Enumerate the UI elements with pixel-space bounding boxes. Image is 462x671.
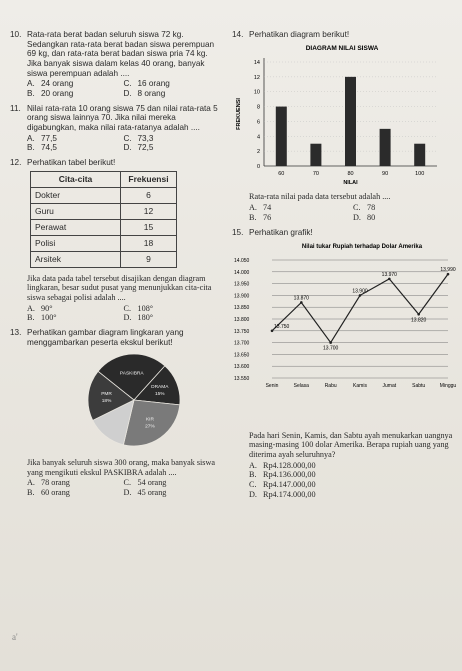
option-letter: B. xyxy=(249,470,257,480)
y-tick-label: 13.550 xyxy=(234,376,250,383)
option-letter: B. xyxy=(249,212,257,222)
x-tick-label: Rabu xyxy=(324,383,337,390)
option-text: 100° xyxy=(41,313,57,323)
option-c[interactable] xyxy=(124,134,221,144)
table-cell: 18 xyxy=(121,235,177,251)
question-14 xyxy=(232,30,457,222)
data-point xyxy=(329,341,332,344)
table-row xyxy=(31,251,177,267)
option-text: 60 orang xyxy=(41,488,70,498)
answer-options xyxy=(10,79,220,98)
y-tick-label: 2 xyxy=(256,148,260,155)
bar xyxy=(380,129,391,166)
y-tick-label: 12 xyxy=(253,74,260,81)
option-letter: A. xyxy=(27,478,35,488)
option-letter: D. xyxy=(353,212,361,222)
option-b[interactable] xyxy=(27,143,124,153)
table-row xyxy=(31,203,177,219)
table-cell: 12 xyxy=(121,203,177,219)
question-number: 14. xyxy=(232,30,244,39)
data-label: 13.870 xyxy=(293,295,309,302)
question-number: 10. xyxy=(10,30,22,39)
x-axis-label: NILAI xyxy=(343,179,358,186)
question-text: Pada hari Senin, Kamis, dan Sabtu ayah menukarkan uangnya masing-masing 100 dolar Amerika. Berapa rupiah uang yang diterima ayah seluruhnya? xyxy=(249,430,453,460)
option-letter: A. xyxy=(249,460,257,470)
slice-percent: 15% xyxy=(154,392,165,398)
option-text: 72,5 xyxy=(137,143,154,153)
option-b[interactable] xyxy=(249,470,457,480)
table-cell: Polisi xyxy=(31,235,121,251)
y-tick-label: 13.800 xyxy=(234,317,250,324)
table-cell: Guru xyxy=(31,203,121,219)
x-tick-label: Kamis xyxy=(353,383,367,390)
y-tick-label: 0 xyxy=(256,163,260,170)
bar xyxy=(276,106,287,165)
option-letter: D. xyxy=(123,143,132,153)
option-text: 108° xyxy=(137,303,154,313)
table-cell: Dokter xyxy=(31,187,121,203)
table-header: Cita-cita xyxy=(31,171,121,187)
option-letter: A. xyxy=(27,303,35,313)
option-a[interactable] xyxy=(249,461,457,471)
pie-chart-svg xyxy=(85,351,183,449)
data-label: 13.820 xyxy=(411,317,427,324)
option-letter: C. xyxy=(123,133,132,143)
y-axis-label: FREKUENSI xyxy=(236,97,242,130)
option-text: 24 orang xyxy=(41,79,74,89)
y-tick-label: 4 xyxy=(256,133,260,140)
answer-options xyxy=(10,304,220,323)
option-letter: C. xyxy=(123,79,132,89)
table-header: Frekuensi xyxy=(121,171,177,187)
handwritten-mark: a' xyxy=(12,632,18,642)
y-tick-label: 14.000 xyxy=(234,269,250,276)
question-15 xyxy=(232,228,457,499)
y-tick-label: 13.750 xyxy=(234,328,250,335)
option-b[interactable] xyxy=(27,488,124,498)
table-row xyxy=(31,187,177,203)
option-d[interactable] xyxy=(124,488,221,498)
data-point xyxy=(417,313,420,316)
line-chart-svg xyxy=(232,238,457,428)
question-text: Rata-rata berat badan seluruh siswa 72 kg. Sedangkan rata-rata berat badan siswa perempuan 69 kg, dan rata-rata berat badan siswa pria 74 kg. Jika banyak siswa dalam kelas 40 orang, banyak siswa perempuan adalah .... xyxy=(27,30,215,78)
option-letter: D. xyxy=(123,313,132,323)
left-column xyxy=(10,30,220,503)
y-tick-label: 13.950 xyxy=(234,281,250,288)
x-tick-label: 100 xyxy=(415,170,425,177)
slice-percent: 27% xyxy=(145,424,155,430)
x-tick-label: 70 xyxy=(312,170,319,177)
y-tick-label: 13.600 xyxy=(234,364,250,371)
slice-percent: 18% xyxy=(101,399,112,405)
data-point xyxy=(447,273,450,276)
table-header-row xyxy=(31,171,177,187)
x-tick-label: Selasa xyxy=(293,383,309,390)
option-d[interactable] xyxy=(124,143,221,153)
answer-options xyxy=(10,134,220,153)
option-text: 78 xyxy=(367,203,376,213)
option-letter: B. xyxy=(27,143,35,153)
option-letter: B. xyxy=(27,89,35,99)
question-intro: Perhatikan diagram berikut! xyxy=(249,30,350,39)
y-tick-label: 14.050 xyxy=(234,258,250,265)
option-text: 77,5 xyxy=(41,133,57,143)
y-tick-label: 8 xyxy=(256,104,260,111)
option-c[interactable] xyxy=(124,304,221,314)
option-c[interactable] xyxy=(249,480,457,490)
y-tick-label: 10 xyxy=(253,89,260,96)
y-tick-label: 14 xyxy=(253,59,260,66)
table-cell: Perawat xyxy=(31,219,121,235)
table-cell: 9 xyxy=(121,251,177,267)
option-text: 76 xyxy=(263,212,272,222)
question-number: 11. xyxy=(10,103,21,113)
question-text: Perhatikan gambar diagram lingkaran yang menggambarkan peserta ekskul berikut! xyxy=(27,328,184,347)
x-tick-label: 90 xyxy=(382,170,389,177)
option-text: 74 xyxy=(263,203,272,213)
option-b[interactable] xyxy=(27,89,124,99)
slice-label: PMR xyxy=(101,392,112,398)
option-text: Rp4.128.000,00 xyxy=(263,460,316,470)
question-number: 12. xyxy=(10,158,22,168)
data-point xyxy=(388,278,391,281)
option-letter: C. xyxy=(249,480,257,490)
data-label: 13.900 xyxy=(352,288,368,295)
question-number: 15. xyxy=(232,228,244,238)
option-d[interactable] xyxy=(249,490,457,500)
option-a[interactable] xyxy=(27,478,124,488)
table-cell: 6 xyxy=(121,187,177,203)
option-text: 74,5 xyxy=(41,143,57,153)
option-text: 180° xyxy=(137,313,154,323)
option-text: 54 orang xyxy=(137,478,167,488)
data-point xyxy=(300,301,303,304)
chart-title: Nilai tukar Rupiah terhadap Dolar Amerika xyxy=(301,244,423,251)
option-letter: A. xyxy=(27,79,35,89)
option-letter: C. xyxy=(123,303,132,313)
option-a[interactable] xyxy=(27,79,124,89)
slice-label: DRAMA xyxy=(151,385,169,391)
table-row xyxy=(31,219,177,235)
option-a[interactable] xyxy=(27,134,124,144)
table-cell: 15 xyxy=(121,219,177,235)
option-c[interactable] xyxy=(124,79,221,89)
question-text: Jika banyak seluruh siswa 300 orang, maka banyak siswa yang mengikuti ekskul PASKIBRA adalah .... xyxy=(27,458,216,477)
question-text: Rata-rata nilai pada data tersebut adalah .... xyxy=(249,192,391,202)
x-tick-label: 80 xyxy=(347,170,354,177)
option-a[interactable] xyxy=(249,203,353,213)
x-tick-label: Sabtu xyxy=(412,383,426,390)
option-letter: C. xyxy=(353,203,361,213)
bar xyxy=(310,143,321,165)
question-intro: Perhatikan tabel berikut! xyxy=(27,158,116,168)
bar-chart-svg xyxy=(232,40,447,190)
option-text: 78 orang xyxy=(41,478,70,488)
option-c[interactable] xyxy=(353,203,457,213)
data-label: 13.700 xyxy=(323,345,339,352)
option-text: 45 orang xyxy=(137,488,167,498)
question-intro: Perhatikan grafik! xyxy=(249,228,313,238)
data-label: 13.970 xyxy=(381,271,397,278)
option-d[interactable] xyxy=(124,313,221,323)
y-tick-label: 13.700 xyxy=(234,340,250,347)
option-text: Rp4.147.000,00 xyxy=(263,480,316,490)
table-row xyxy=(31,235,177,251)
x-tick-label: Minggu xyxy=(439,383,457,390)
question-text: Jika data pada tabel tersebut disajikan dengan diagram lingkaran, besar sudut pusat yang menunjukkan cita-cita siswa sebagai polisi adalah .... xyxy=(27,273,212,303)
option-text: 16 orang xyxy=(137,79,170,89)
data-label: 13.750 xyxy=(274,323,290,330)
option-letter: D. xyxy=(123,488,132,498)
option-text: 80 xyxy=(367,212,376,222)
bar xyxy=(345,77,356,166)
option-b[interactable] xyxy=(27,313,124,323)
answer-options xyxy=(10,478,220,497)
option-d[interactable] xyxy=(353,213,457,223)
slice-label: PASKIBRA xyxy=(119,371,144,377)
option-letter: D. xyxy=(249,489,257,499)
question-text: Nilai rata-rata 10 orang siswa 75 dan nilai rata-rata 5 orang siswa lainnya 70. Jika nilai mereka digabungkan, maka nilai rata-ratanya adalah .... xyxy=(27,103,218,133)
answer-options xyxy=(232,461,457,500)
option-letter: B. xyxy=(27,313,35,323)
right-column xyxy=(232,30,457,504)
y-tick-label: 13.650 xyxy=(234,352,250,359)
option-text: Rp4.174.000,00 xyxy=(263,489,316,499)
question-11 xyxy=(10,104,220,153)
option-letter: D. xyxy=(123,89,132,99)
option-text: Rp4.136.000,00 xyxy=(263,470,316,480)
table-cell: Arsitek xyxy=(31,251,121,267)
option-text: 90° xyxy=(41,303,53,313)
answer-options xyxy=(232,203,457,222)
question-10 xyxy=(10,30,220,99)
y-tick-label: 6 xyxy=(256,119,260,126)
question-12 xyxy=(10,158,220,323)
option-b[interactable] xyxy=(249,213,353,223)
ekskul-pie-chart xyxy=(85,351,220,452)
x-tick-label: Senin xyxy=(265,383,279,390)
option-c[interactable] xyxy=(124,478,221,488)
data-point xyxy=(359,294,362,297)
chart-title: DIAGRAM NILAI SISWA xyxy=(305,44,379,52)
question-number: 13. xyxy=(10,328,22,338)
option-letter: A. xyxy=(249,203,257,213)
option-text: 8 orang xyxy=(137,89,166,99)
exchange-rate-line xyxy=(272,271,448,342)
y-tick-label: 13.850 xyxy=(234,305,250,312)
bar xyxy=(414,143,425,165)
option-text: 73,3 xyxy=(137,133,154,143)
option-letter: C. xyxy=(123,478,132,488)
y-tick-label: 13.900 xyxy=(234,293,250,300)
option-text: 20 orang xyxy=(41,89,74,99)
option-d[interactable] xyxy=(124,89,221,99)
slice-label: KIR xyxy=(145,417,154,423)
option-letter: B. xyxy=(27,488,35,498)
question-13 xyxy=(10,328,220,498)
data-point xyxy=(271,330,274,333)
x-tick-label: 60 xyxy=(278,170,285,177)
cita-cita-table xyxy=(30,171,177,268)
option-a[interactable] xyxy=(27,304,124,314)
data-label: 13.990 xyxy=(440,267,456,274)
x-tick-label: Jumat xyxy=(382,383,397,390)
option-letter: A. xyxy=(27,133,35,143)
